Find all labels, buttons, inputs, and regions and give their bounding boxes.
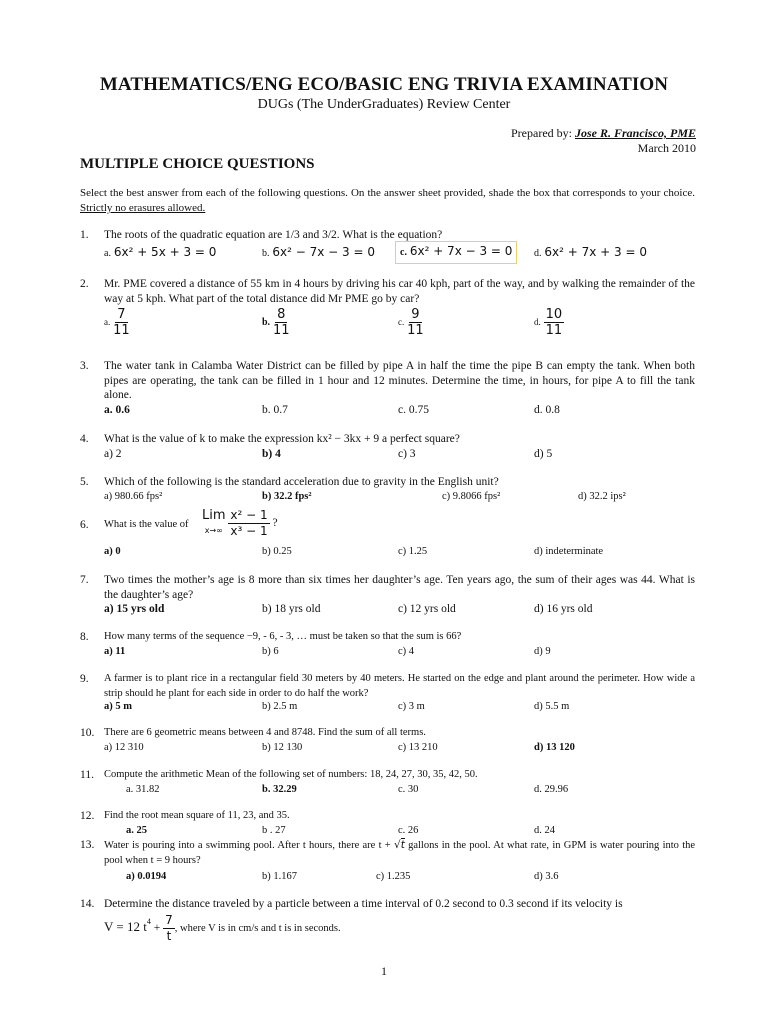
question-text: Mr. PME covered a distance of 55 km in 4 hours by driving his car 40 kph, part of the way, and by walking the remainder of the way at 5 kph. What part of the total distance did Mr PME go by car?	[104, 278, 695, 305]
question-5	[80, 475, 695, 507]
question-text: Find the root mean square of 11, 23, and 35.	[104, 810, 290, 821]
question-11	[80, 768, 695, 800]
option-b[interactable]: b . 27	[262, 825, 286, 836]
option-c[interactable]: c) 1.25	[398, 546, 428, 557]
option-d[interactable]: d. 0.8	[534, 404, 560, 416]
option-a[interactable]: a. 0.6	[104, 404, 130, 416]
question-12	[80, 809, 695, 841]
question-7	[80, 573, 695, 619]
question-text: Which of the following is the standard acceleration due to gravity in the English unit?	[104, 476, 499, 488]
question-text: How many terms of the sequence −9, - 6, - 3, … must be taken so that the sum is 66?	[104, 631, 462, 642]
option-c[interactable]: c. 6x² + 7x − 3 = 0	[396, 242, 516, 263]
question-text: Compute the arithmetic Mean of the following set of numbers: 18, 24, 27, 30, 35, 42, 50.	[104, 769, 478, 780]
question-number: 10.	[80, 727, 95, 739]
question-number: 5.	[80, 476, 89, 488]
question-9	[80, 672, 695, 716]
question-text: Determine the distance traveled by a particle between a time interval of 0.2 second to 0.3 second if its velocity is	[104, 898, 623, 910]
question-number: 14.	[80, 898, 95, 910]
option-d[interactable]: d) indeterminate	[534, 546, 604, 557]
option-b[interactable]: b) 1.167	[262, 871, 297, 882]
option-b[interactable]: b. 0.7	[262, 404, 288, 416]
option-c[interactable]: c) 12 yrs old	[398, 603, 456, 615]
question-14	[80, 897, 695, 947]
option-b[interactable]: b. $\frac{8}{11}$	[262, 307, 290, 338]
instructions-warning: Strictly no erasures allowed.	[80, 202, 206, 214]
option-a[interactable]: a. 25	[126, 825, 147, 836]
question-number: 2.	[80, 278, 89, 290]
question-number: 13.	[80, 839, 95, 851]
question-number: 1.	[80, 229, 89, 241]
question-10	[80, 726, 695, 758]
section-heading: MULTIPLE CHOICE QUESTIONS	[80, 156, 315, 172]
question-1	[80, 228, 695, 268]
option-b[interactable]: b) 0.25	[262, 546, 292, 557]
option-a[interactable]: a. 6x² + 5x + 3 = 0	[104, 245, 217, 259]
instructions-text: Select the best answer from each of the following questions. On the answer sheet provided, shade the box that corresponds to your choice.	[80, 187, 695, 199]
option-c[interactable]: c) 9.8066 fps²	[442, 491, 501, 502]
option-d[interactable]: d) 5.5 m	[534, 701, 570, 712]
question-text: The roots of the quadratic equation are 1/3 and 3/2. What is the equation?	[104, 229, 443, 241]
option-c[interactable]: c) 3	[398, 448, 416, 460]
option-a[interactable]: a) 15 yrs old	[104, 603, 165, 615]
question-text: Water is pouring into a swimming pool. After t hours, there are t + √t gallons in the pool. At what rate, in GPM is water pouring into the pool when t = 9 hours?	[104, 839, 696, 866]
question-8	[80, 630, 695, 662]
option-a[interactable]: a) 2	[104, 448, 122, 460]
option-b[interactable]: b) 18 yrs old	[262, 603, 321, 615]
option-a[interactable]: a) 11	[104, 646, 126, 657]
question-number: 12.	[80, 810, 95, 822]
option-c[interactable]: c. 0.75	[398, 404, 429, 416]
question-3	[80, 359, 695, 419]
option-a[interactable]: a) 0.0194	[126, 871, 167, 882]
question-13	[80, 838, 695, 886]
question-text: What is the value of	[104, 519, 189, 530]
option-c[interactable]: c) 1.235	[376, 871, 411, 882]
option-d[interactable]: d. $\frac{10}{11}$	[534, 307, 563, 338]
question-number: 3.	[80, 360, 89, 372]
option-b[interactable]: b) 32.2 fps²	[262, 491, 312, 502]
option-c[interactable]: c) 13 210	[398, 742, 438, 753]
option-a[interactable]: a) 12 310	[104, 742, 144, 753]
question-text: There are 6 geometric means between 4 and 8748. Find the sum of all terms.	[104, 727, 426, 738]
option-a[interactable]: a. 31.82	[126, 784, 160, 795]
author-name: Jose R. Francisco, PME	[574, 126, 696, 140]
question-6	[80, 508, 695, 560]
option-b[interactable]: b. 6x² − 7x − 3 = 0	[262, 245, 375, 259]
option-b[interactable]: b) 6	[262, 646, 279, 657]
question-text: The water tank in Calamba Water District can be filled by pipe A in half the time the pipe B can empty the tank. When both pipes are operating, the tank can be filled in 1 hour and 12 minutes. Determine the time, in hours, for pipe A to fill the tank alone.	[104, 360, 695, 401]
sqrt-icon: √t	[394, 839, 405, 851]
option-d[interactable]: d) 3.6	[534, 871, 559, 882]
option-d[interactable]: d) 16 yrs old	[534, 603, 593, 615]
question-text: A farmer is to plant rice in a rectangular field 30 meters by 40 meters. He started on the edge and plant around the perimeter. How wide a strip should he plant for each side in order to do half the work?	[104, 673, 695, 699]
option-d[interactable]: d. 6x² + 7x + 3 = 0	[534, 245, 647, 259]
question-text: What is the value of k to make the expression kx² − 3kx + 9 a perfect square?	[104, 433, 460, 445]
velocity-equation: V = 12 $t^4$ + $\frac{7}{t}$ , where V is in cm/s and t is in seconds.	[104, 913, 341, 943]
question-4	[80, 432, 695, 464]
option-a[interactable]: a) 5 m	[104, 701, 132, 712]
option-c[interactable]: c) 3 m	[398, 701, 425, 712]
option-d[interactable]: d. 24	[534, 825, 555, 836]
question-number: 9.	[80, 673, 89, 685]
page-number: 1	[381, 964, 387, 978]
option-a[interactable]: a. $\frac{7}{11}$	[104, 307, 130, 338]
exam-subtitle: DUGs (The UnderGraduates) Review Center	[257, 97, 511, 112]
option-c[interactable]: c. $\frac{9}{11}$	[398, 307, 424, 338]
option-d[interactable]: d) 32.2 ips²	[578, 491, 626, 502]
prepared-by	[511, 126, 696, 141]
option-b[interactable]: b. 32.29	[262, 784, 297, 795]
option-c[interactable]: c. 30	[398, 784, 419, 795]
option-b[interactable]: b) 4	[262, 448, 281, 460]
exam-date: March 2010	[637, 141, 696, 155]
question-2	[80, 277, 695, 347]
limit-expression: Lim x→∞ $\frac{\text{x² − 1}}{\text{x³ − 1}}$ ?	[202, 508, 278, 538]
prepared-label: Prepared by:	[511, 126, 572, 140]
option-d[interactable]: d) 13 120	[534, 742, 575, 753]
option-b[interactable]: b) 2.5 m	[262, 701, 298, 712]
question-number: 7.	[80, 574, 89, 586]
question-text: Two times the mother’s age is 8 more than six times her daughter’s age. Ten years ago, the sum of their ages was 44. What is the daughter’s age?	[104, 574, 695, 601]
option-c[interactable]: c) 4	[398, 646, 415, 657]
option-d[interactable]: d) 9	[534, 646, 551, 657]
question-number: 11.	[80, 769, 94, 781]
instructions	[80, 186, 695, 216]
question-number: 8.	[80, 631, 89, 643]
exam-title: MATHEMATICS/ENG ECO/BASIC ENG TRIVIA EXAMINATION	[99, 74, 669, 95]
question-number: 4.	[80, 433, 89, 445]
option-d[interactable]: d. 29.96	[534, 784, 569, 795]
question-number: 6.	[80, 519, 89, 531]
option-a[interactable]: a) 980.66 fps²	[104, 491, 163, 502]
option-c[interactable]: c. 26	[398, 825, 419, 836]
option-b[interactable]: b) 12 130	[262, 742, 303, 753]
option-a[interactable]: a) 0	[104, 546, 121, 557]
option-d[interactable]: d) 5	[534, 448, 553, 460]
